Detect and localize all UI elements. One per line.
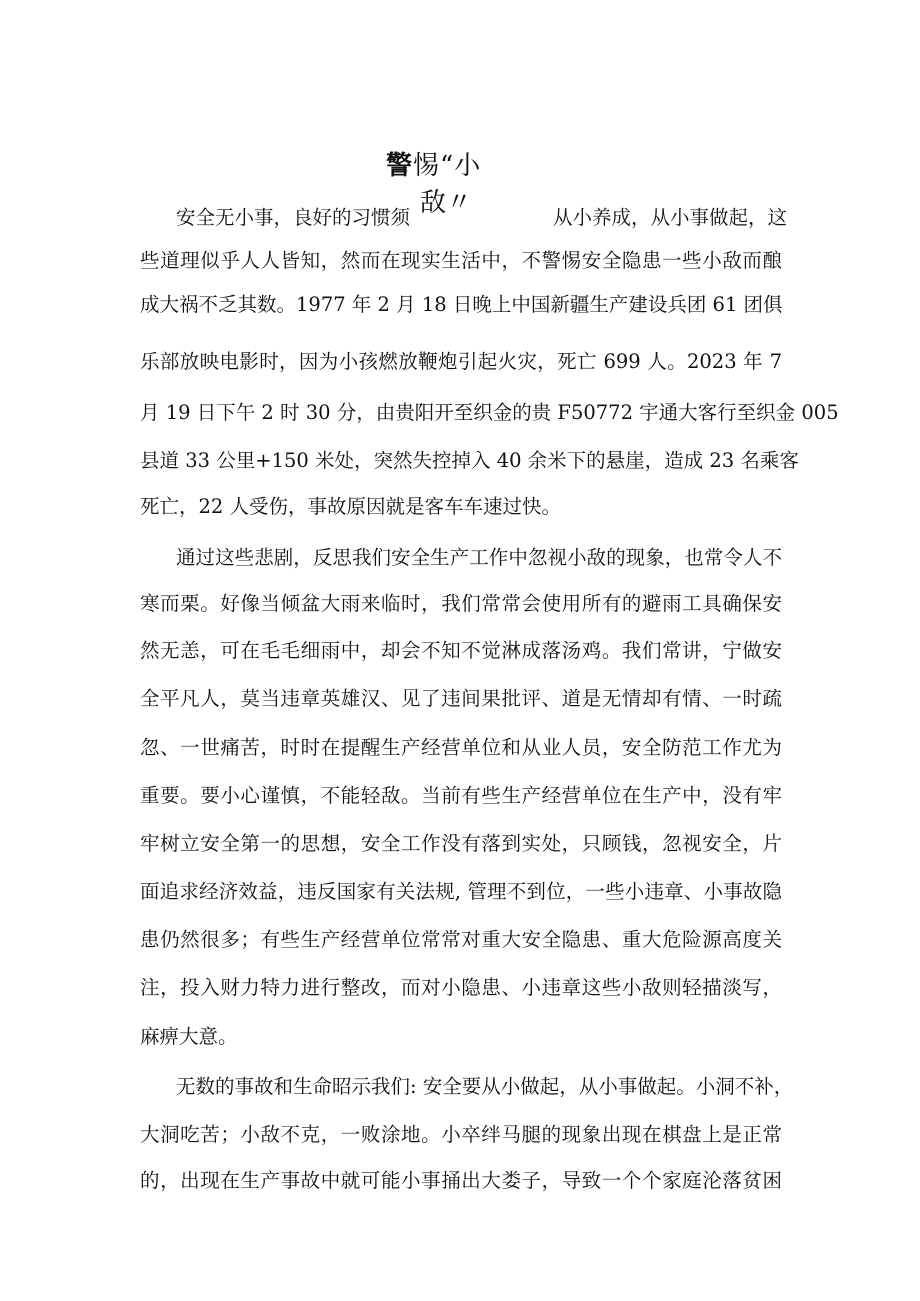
paragraph-2-line: 然无恙，可在毛毛细雨中，却会不知不觉淋成落汤鸡。我们常讲，宁做安 <box>140 639 782 662</box>
paragraph-3-first-line: 无数的事故和生命昭示我们: 安全要从小做起，从小事做起。小洞不补， <box>176 1075 794 1098</box>
paragraph-1-line: 些道理似乎人人皆知，然而在现实生活中，不警惕安全隐患一些小敌而酿 <box>140 249 782 272</box>
document-title <box>386 148 481 184</box>
paragraph-2-line: 重要。要小心谨慎，不能轻敌。当前有些生产经营单位在生产中，没有牢 <box>140 784 782 807</box>
paragraph-2-line: 注，投入财力特力进行整改，而对小隐患、小违章这些小敌则轻描淡写， <box>140 976 782 999</box>
paragraph-1-last-line: 死亡，22 人受伤，事故原因就是客车车速过快。 <box>140 495 562 518</box>
paragraph-2-line: 寒而栗。好像当倾盆大雨来临时，我们常常会使用所有的避雨工具确保安 <box>140 592 782 615</box>
paragraph-2-line: 牢树立安全第一的思想，安全工作没有落到实处，只顾钱，忽视安全，片 <box>140 832 782 855</box>
paragraph-1-line: 乐部放映电影时，因为小孩燃放鞭炮引起火灾，死亡 699 人。2023 年 7 <box>140 350 782 373</box>
paragraph-1-line-1-left: 安全无小事，良好的习惯须 <box>176 206 411 229</box>
title-first-char: 警 <box>386 151 414 181</box>
paragraph-2-line: 忽、一世痛苦，时时在提醒生产经营单位和从业人员，安全防范工作尤为 <box>140 736 782 759</box>
paragraph-2-last-line: 麻痹大意。 <box>140 1025 238 1048</box>
paragraph-2-first-line: 通过这些悲剧，反思我们安全生产工作中忽视小敌的现象，也常令人不 <box>176 546 782 569</box>
paragraph-1-line: 县道 33 公里+150 米处，突然失控掉入 40 余米下的悬崖，造成 23 名乘客 <box>140 449 799 472</box>
paragraph-2-line: 面追求经济效益，违反国家有关法规, 管理不到位，一些小违章、小事故隐 <box>140 880 782 903</box>
title-rest: 惕“小 <box>413 151 482 181</box>
paragraph-3-line: 大洞吃苦；小敌不克，一败涂地。小卒绊马腿的现象出现在棋盘上是正常 <box>140 1123 782 1146</box>
paragraph-1-line-1-right: 从小养成，从小事做起，这 <box>553 206 788 229</box>
paragraph-2-line: 全平凡人，莫当违章英雄汉、见了违间果批评、道是无情却有情、一时疏 <box>140 687 782 710</box>
paragraph-2-line: 患仍然很多；有些生产经营单位常常对重大安全隐患、重大危险源高度关 <box>140 928 782 951</box>
document-title-wrap: 敌〃 <box>420 188 473 218</box>
paragraph-1-line: 月 19 日下午 2 时 30 分，由贵阳开至织金的贵 F50772 宇通大客行至织金 005 <box>140 401 839 424</box>
paragraph-3-line: 的，出现在生产事故中就可能小事捅出大娄子，导致一个个家庭沦落贫困 <box>140 1169 782 1192</box>
paragraph-1-line: 成大祸不乏其数。1977 年 2 月 18 日晚上中国新疆生产建设兵团 61 团俱 <box>140 293 783 316</box>
